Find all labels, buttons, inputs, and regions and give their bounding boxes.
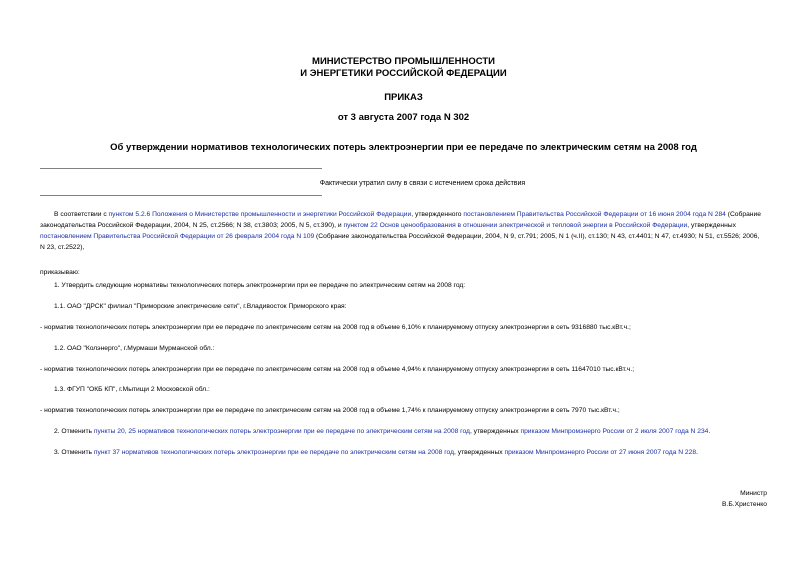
divider-top [40, 168, 322, 169]
signature-name: В.Б.Христенко [722, 501, 767, 508]
item-3-text-1: 3. Отменить [54, 449, 94, 456]
item-3 [40, 447, 779, 458]
item-1: 1. Утвердить следующие нормативы технологических потерь электроэнергии при ее передаче по электрическим сетям на 2008 год: [54, 282, 466, 289]
preamble-text-3: (Собрание законодательства Российской Федерации, 2004, N 25, ст.2566; N 38, ст.3803; 2005, N 5, ст.390), и [40, 211, 761, 229]
link-order-234[interactable]: приказом Минпромэнерго России от 2 июля 2007 года N 234 [520, 428, 709, 435]
link-decree-109[interactable]: постановлением Правительства Российской Федерации от 26 февраля 2004 года N 109 [40, 233, 315, 240]
item-2-text-2: , утвержденных [469, 428, 521, 435]
status-note: Фактически утратил силу в связи с истечением срока действия [319, 180, 526, 187]
link-point-37[interactable]: пункт 37 нормативов технологических потерь электроэнергии при ее передаче по электрическим сетям на 2008 год [93, 449, 454, 456]
document-date: от 3 августа 2007 года N 302 [337, 112, 470, 123]
order-word: приказываю: [40, 269, 80, 276]
link-regulation-point[interactable]: пунктом 5.2.6 Положения о Министерстве промышленности и энергетики Российской Федерации [108, 211, 412, 218]
ministry-name-line1: МИНИСТЕРСТВО ПРОМЫШЛЕННОСТИ [312, 56, 495, 67]
link-points-20-25[interactable]: пункты 20, 25 нормативов технологических потерь электроэнергии при ее передаче по электрическим сетям на 2008 год [93, 428, 470, 435]
ministry-name-line2: И ЭНЕРГЕТИКИ РОССИЙСКОЙ ФЕДЕРАЦИИ [300, 68, 507, 79]
document-type: ПРИКАЗ [384, 92, 423, 103]
link-order-228[interactable]: приказом Минпромэнерго России от 27 июня 2007 года N 228 [504, 449, 697, 456]
item-3-text-2: , утвержденных [453, 449, 505, 456]
preamble-text-1: В соответствии с [54, 211, 109, 218]
preamble-text-4: , утвержденных [687, 222, 736, 229]
item-1-1-norm: - норматив технологических потерь электроэнергии при ее передаче по электрическим сетям на 2008 год в объеме 6,10% к планируемому отпуску электроэнергии в сеть 9316880 тыс.кВт.ч.; [40, 324, 631, 331]
item-2-text-3: . [708, 428, 711, 435]
item-1-3-norm: - норматив технологических потерь электроэнергии при ее передаче по электрическим сетям на 2008 год в объеме 1,74% к планируемому отпуску электроэнергии в сеть 7970 тыс.кВт.ч.; [40, 407, 620, 414]
item-1-1: 1.1. ОАО "ДРСК" филиал "Приморские электрические сети", г.Владивосток Приморского края: [54, 303, 347, 310]
item-1-2: 1.2. ОАО "Колэнерго", г.Мурмаши Мурманской обл.: [54, 345, 215, 352]
signature-position: Министр [740, 490, 767, 497]
link-decree-284[interactable]: постановлением Правительства Российской Федерации от 16 июня 2004 года N 284 [463, 211, 726, 218]
divider-bottom [40, 195, 322, 196]
link-pricing-basics[interactable]: пунктом 22 Основ ценообразования в отношении электрической и тепловой энергии в Российской Федерации [343, 222, 688, 229]
preamble-text-5: (Собрание законодательства Российской Федерации, 2004, N 9, ст.791; 2005, N 1 (ч.II), ст.130; N 43, ст.4401; N 47, ст.4930; N 51, ст.5526; 2006, N 23, ст.2522), [40, 233, 760, 251]
item-2-text-1: 2. Отменить [54, 428, 94, 435]
document-title: Об утверждении нормативов технологических потерь электроэнергии при ее передаче по электрическим сетям на 2008 год [110, 142, 697, 153]
item-1-2-norm: - норматив технологических потерь электроэнергии при ее передаче по электрическим сетям на 2008 год в объеме 4,94% к планируемому отпуску электроэнергии в сеть 11647010 тыс.кВт.ч.; [40, 366, 635, 373]
item-3-text-3: . [696, 449, 698, 456]
item-2 [40, 426, 779, 437]
item-1-3: 1.3. ФГУП "ОКБ КП", г.Мытищи 2 Московской обл.: [54, 386, 210, 393]
preamble-paragraph [40, 209, 765, 253]
preamble-text-2: , утвержденного [411, 211, 464, 218]
